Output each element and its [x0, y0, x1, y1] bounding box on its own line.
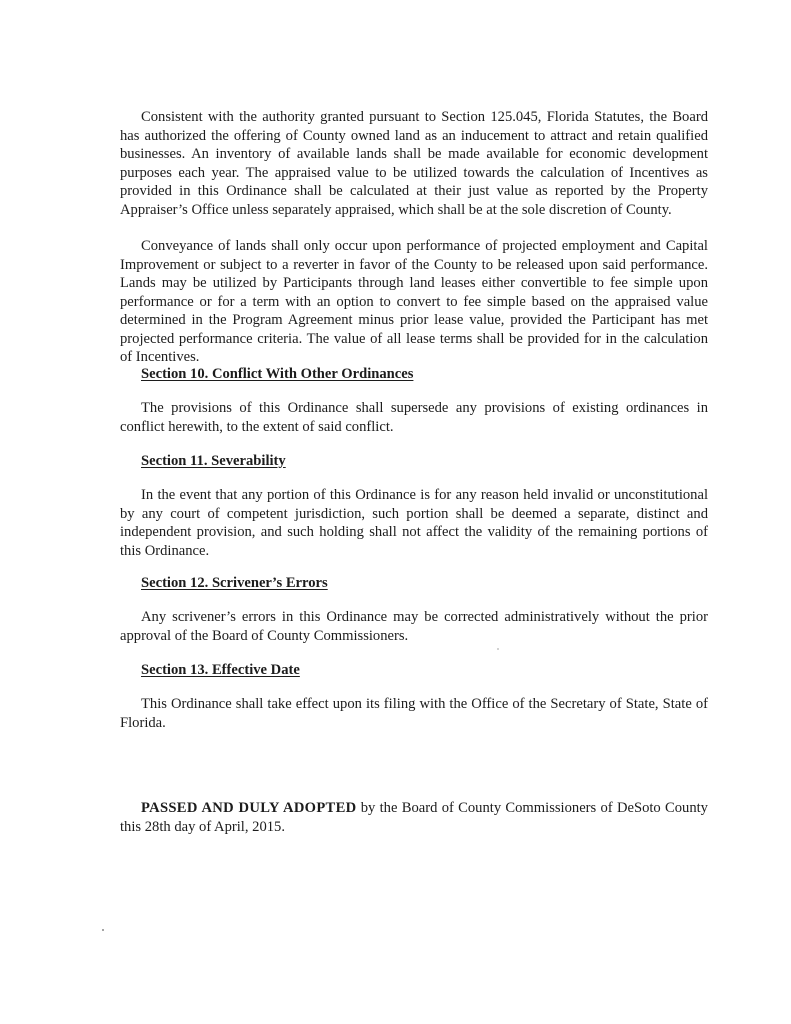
paragraph-land-inducement: [120, 108, 708, 219]
section-10-body: [120, 399, 708, 436]
passed-adopted-lead: PASSED AND DULY ADOPTED: [141, 800, 357, 816]
paragraph-text: Any scrivener’s errors in this Ordinance may be corrected administratively without the prior approval of the Board of County Commissioners.: [120, 609, 708, 644]
section-12-heading: Section 12. Scrivener’s Errors: [141, 575, 328, 591]
paragraph-text: Conveyance of lands shall only occur upon performance of projected employment and Capital Improvement or subject to a reverter in favor of the County to be released upon said performance. Lands may be utilized by Participants through land leases either convertible to fee simple upon performance or for a term with an option to convert to fee simple based on the appraised value determined in the Program Agreement minus prior lease value, provided the Participant has met projected performance criteria. The value of all lease terms shall be provided for in the calculation of Incentives.: [120, 238, 708, 365]
scan-speck: [102, 929, 104, 931]
passed-adopted-rest: by the Board of County Commissioners of DeSoto County this 28th day of April, 2015.: [120, 800, 708, 835]
paragraph-text: The provisions of this Ordinance shall supersede any provisions of existing ordinances in conflict herewith, to the extent of said conflict.: [120, 400, 708, 435]
section-11-heading: Section 11. Severability: [141, 453, 286, 469]
section-12-body: [120, 608, 708, 645]
scan-speck: [497, 648, 499, 650]
paragraph-text: [120, 799, 708, 836]
passed-adopted-paragraph: [120, 799, 708, 836]
paragraph-text: Consistent with the authority granted pursuant to Section 125.045, Florida Statutes, the Board has authorized the offering of County owned land as an inducement to attract and retain qualified businesses. An inventory of available lands shall be made available for economic development purposes each year. The appraised value to be utilized towards the calculation of Incentives as provided in this Ordinance shall be calculated at their just value as reported by the Property Appraiser’s Office unless separately appraised, which shall be at the sole discretion of County.: [120, 109, 708, 218]
paragraph-text: This Ordinance shall take effect upon its filing with the Office of the Secretary of State, State of Florida.: [120, 696, 708, 731]
section-11-body: [120, 486, 708, 560]
section-10-heading: Section 10. Conflict With Other Ordinances: [141, 366, 414, 382]
section-13-body: [120, 695, 708, 732]
paragraph-conveyance: [120, 237, 708, 367]
paragraph-text: In the event that any portion of this Ordinance is for any reason held invalid or unconstitutional by any court of competent jurisdiction, such portion shall be deemed a separate, distinct and independent provision, and such holding shall not affect the validity of the remaining portions of this Ordinance.: [120, 487, 708, 559]
section-13-heading: Section 13. Effective Date: [141, 662, 300, 678]
